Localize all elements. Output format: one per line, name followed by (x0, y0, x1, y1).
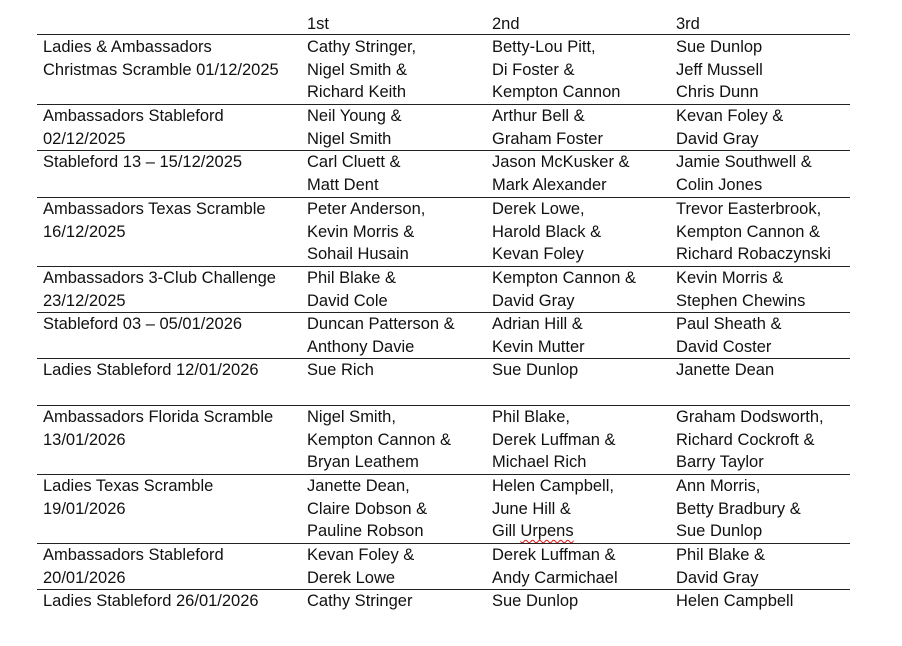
second-place-cell (492, 36, 672, 104)
second-place-cell (492, 590, 672, 613)
third-place-cell (676, 267, 856, 312)
cell-line: Sue Dunlop (676, 522, 763, 540)
cell-line: Nigel Smith (307, 129, 392, 148)
table-row (37, 543, 850, 590)
cell-line: Ambassadors Florida Scramble (43, 408, 274, 426)
cell-line: Sue Dunlop (492, 592, 579, 610)
first-place-cell (307, 359, 487, 382)
cell-line: Di Foster & (492, 60, 575, 79)
table-header (37, 12, 850, 35)
cell-line: Colin Jones (676, 175, 763, 194)
cell-line: Matt Dent (307, 175, 379, 194)
cell-line: Ladies & Ambassadors (43, 38, 212, 56)
cell-line: Cathy Stringer (307, 592, 413, 610)
cell-line: 23/12/2025 (43, 291, 126, 310)
event-cell (43, 590, 303, 613)
third-place-cell (676, 105, 856, 150)
table-row (37, 312, 850, 359)
third-place-cell (676, 544, 856, 589)
cell-line: Sue Dunlop (492, 361, 579, 379)
cell-line: June Hill & (492, 499, 571, 518)
cell-line: 16/12/2025 (43, 222, 126, 241)
second-place-cell (492, 198, 672, 266)
cell-line: Adrian Hill & (492, 315, 583, 333)
cell-line: Kevin Morris & (676, 269, 784, 287)
cell-line: Phil Blake & (307, 269, 396, 287)
cell-line: Claire Dobson & (307, 499, 428, 518)
cell-line: Barry Taylor (676, 453, 764, 471)
cell-line: Janette Dean, (307, 477, 410, 495)
cell-line: Duncan Patterson & (307, 315, 455, 333)
first-place-cell (307, 406, 487, 474)
cell-line: Pauline Robson (307, 522, 424, 540)
third-place-cell (676, 151, 856, 196)
event-cell (43, 313, 303, 336)
cell-line: Derek Luffman & (492, 546, 616, 564)
cell-line: Trevor Easterbrook, (676, 200, 822, 218)
cell-line: Betty-Lou Pitt, (492, 38, 596, 56)
event-cell (43, 406, 303, 451)
third-place-cell (676, 198, 856, 266)
cell-line: Derek Luffman & (492, 430, 616, 449)
cell-line: Ladies Texas Scramble (43, 477, 214, 495)
cell-line: David Gray (676, 568, 759, 587)
cell-line: Paul Sheath & (676, 315, 782, 333)
first-place-cell (307, 544, 487, 589)
cell-line: David Coster (676, 337, 772, 356)
cell-line: Janette Dean (676, 361, 775, 379)
second-place-cell (492, 475, 672, 543)
first-place-cell (307, 151, 487, 196)
third-place-cell (676, 36, 856, 104)
spellcheck-underline: Urpens (520, 522, 574, 540)
table-row (37, 405, 850, 475)
cell-line: Ambassadors 3-Club Challenge (43, 269, 276, 287)
third-place-cell (676, 475, 856, 543)
cell-line: Kevin Mutter (492, 337, 585, 356)
cell-line: 19/01/2026 (43, 499, 126, 518)
cell-line: Sue Dunlop (676, 38, 763, 56)
cell-line: Ladies Stableford 26/01/2026 (43, 592, 259, 610)
first-place-cell (307, 267, 487, 312)
table-row (37, 358, 850, 406)
cell-line: Kempton Cannon & (307, 430, 452, 449)
event-cell (43, 359, 303, 382)
cell-line: Andy Carmichael (492, 568, 618, 587)
cell-line: Arthur Bell & (492, 107, 585, 125)
cell-line: Ladies Stableford 12/01/2026 (43, 361, 259, 379)
cell-line: Derek Lowe, (492, 200, 585, 218)
cell-line: Phil Blake & (676, 546, 765, 564)
cell-line: Jason McKusker & (492, 153, 630, 171)
cell-line: Nigel Smith & (307, 60, 407, 79)
second-place-cell (492, 359, 672, 382)
cell-line: Sue Rich (307, 361, 374, 379)
third-place-cell (676, 359, 856, 382)
cell-line: 02/12/2025 (43, 129, 126, 148)
second-place-cell (492, 105, 672, 150)
first-place-cell (307, 313, 487, 358)
event-cell (43, 475, 303, 520)
cell-line: Jamie Southwell & (676, 153, 812, 171)
cell-line: Christmas Scramble 01/12/2025 (43, 60, 279, 79)
cell-line: Phil Blake, (492, 408, 570, 426)
cell-line: 13/01/2026 (43, 430, 126, 449)
first-place-cell (307, 198, 487, 266)
cell-line: Kevan Foley (492, 245, 584, 263)
event-cell (43, 151, 303, 174)
cell-line: Anthony Davie (307, 337, 415, 356)
cell-line: David Gray (676, 129, 759, 148)
cell-line: Chris Dunn (676, 83, 759, 101)
table-row (37, 104, 850, 151)
event-cell (43, 105, 303, 150)
cell-line: Ambassadors Stableford (43, 107, 224, 125)
second-place-cell (492, 313, 672, 358)
cell-line: Helen Campbell, (492, 477, 614, 495)
cell-line: Ambassadors Stableford (43, 546, 224, 564)
cell-line: Helen Campbell (676, 592, 794, 610)
second-place-cell (492, 267, 672, 312)
cell-line: Carl Cluett & (307, 153, 401, 171)
table-row (37, 35, 850, 105)
cell-line: Kevan Foley & (676, 107, 784, 125)
cell-line: Neil Young & (307, 107, 402, 125)
cell-line: Mark Alexander (492, 175, 607, 194)
first-place-cell (307, 475, 487, 543)
second-place-cell (492, 151, 672, 196)
second-place-cell (492, 406, 672, 474)
cell-line: Richard Robaczynski (676, 245, 831, 263)
cell-line: Kevan Foley & (307, 546, 415, 564)
cell-line: Ambassadors Texas Scramble (43, 200, 266, 218)
event-cell (43, 36, 303, 81)
cell-line: Sohail Husain (307, 245, 409, 263)
cell-line: Michael Rich (492, 453, 587, 471)
cell-line: Ann Morris, (676, 477, 761, 495)
third-place-cell (676, 313, 856, 358)
cell-line: Stephen Chewins (676, 291, 806, 310)
cell-line: Richard Keith (307, 83, 407, 101)
cell-line: Kempton Cannon (492, 83, 621, 101)
event-cell (43, 267, 303, 312)
table-row (37, 266, 850, 313)
header-1st: 1st (307, 15, 330, 33)
cell-line: Betty Bradbury & (676, 499, 801, 518)
cell-line: Derek Lowe (307, 568, 396, 587)
first-place-cell (307, 590, 487, 613)
table-row (37, 197, 850, 267)
header-2nd: 2nd (492, 15, 520, 33)
header-3rd: 3rd (676, 15, 700, 33)
cell-line: Jeff Mussell (676, 60, 763, 79)
cell-line: Kevin Morris & (307, 222, 415, 241)
cell-line: Stableford 13 – 15/12/2025 (43, 153, 243, 171)
cell-line: Kempton Cannon & (676, 222, 821, 241)
third-place-cell (676, 590, 856, 613)
cell-line: Nigel Smith, (307, 408, 396, 426)
cell-line: Cathy Stringer, (307, 38, 417, 56)
cell-line: Peter Anderson, (307, 200, 426, 218)
cell-line: Richard Cockroft & (676, 430, 815, 449)
cell-line: Harold Black & (492, 222, 602, 241)
event-cell (43, 544, 303, 589)
cell-line: Kempton Cannon & (492, 269, 637, 287)
cell-line: Stableford 03 – 05/01/2026 (43, 315, 243, 333)
first-place-cell (307, 36, 487, 104)
table-row (37, 589, 850, 629)
cell-line: 20/01/2026 (43, 568, 126, 587)
cell-line: Graham Dodsworth, (676, 408, 824, 426)
second-place-cell (492, 544, 672, 589)
cell-line: Bryan Leathem (307, 453, 419, 471)
cell-line: David Gray (492, 291, 575, 310)
event-cell (43, 198, 303, 243)
cell-line: Graham Foster (492, 129, 603, 148)
first-place-cell (307, 105, 487, 150)
table-row (37, 474, 850, 544)
third-place-cell (676, 406, 856, 474)
table-row (37, 150, 850, 198)
cell-line: Gill Urpens (492, 522, 574, 540)
cell-line: David Cole (307, 291, 388, 310)
